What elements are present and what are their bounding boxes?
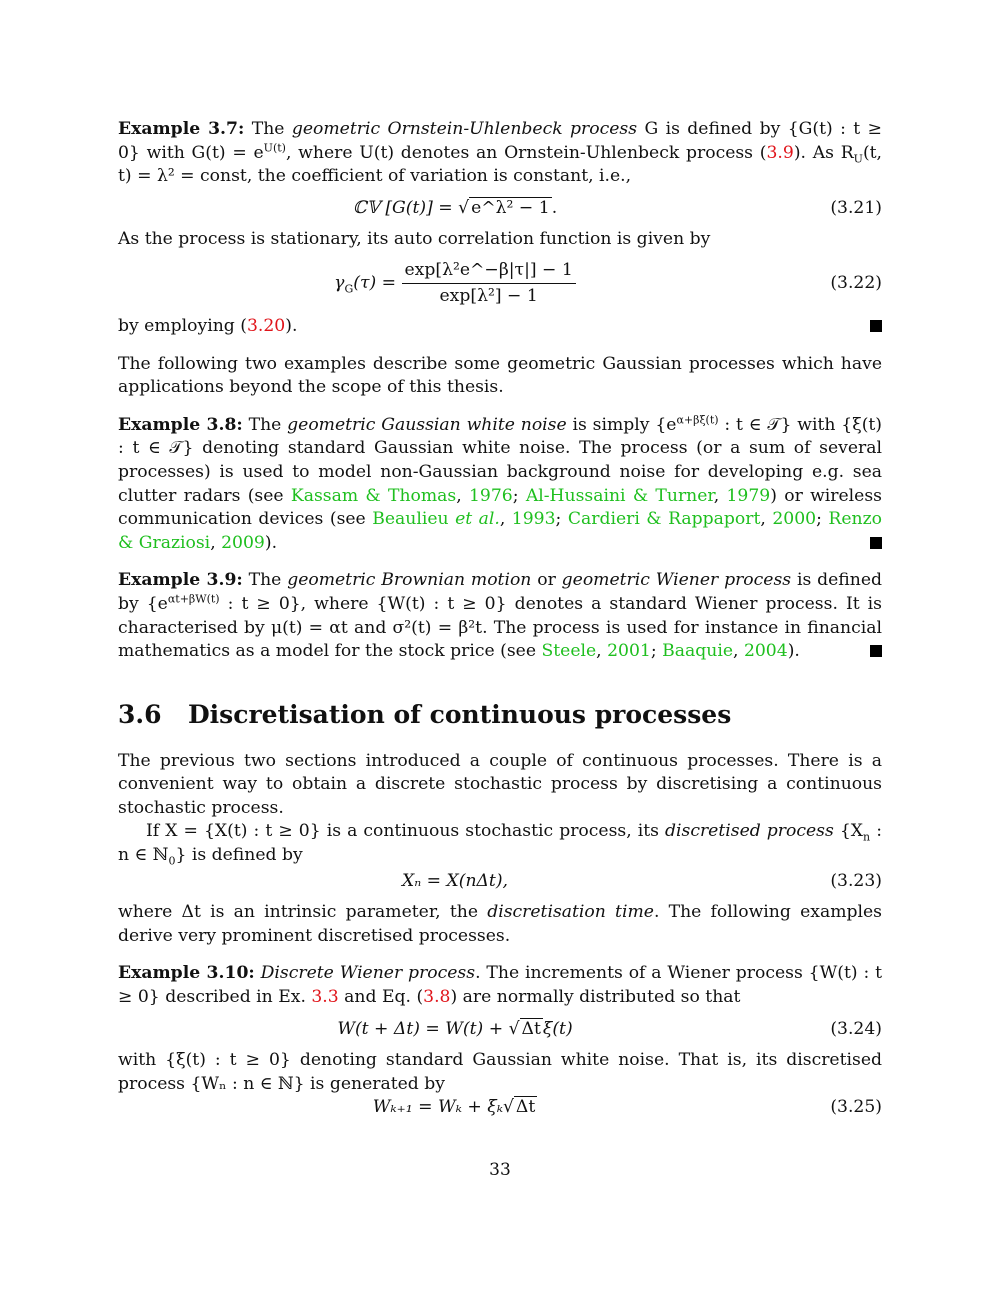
- eq-lhs-tail: (τ) =: [353, 272, 402, 293]
- page-content: [118, 118, 882, 1128]
- equation-number: (3.24): [830, 1018, 882, 1039]
- equation-ref[interactable]: 3.20: [246, 315, 286, 336]
- subscript: n: [863, 830, 871, 844]
- eq-lhs: W(t + Δt) = W(t) +: [337, 1018, 509, 1039]
- text: ).: [787, 641, 800, 662]
- section-number: 3.6: [118, 699, 162, 729]
- paragraph-stationary: As the process is stationary, its auto correlation function is given by: [118, 229, 711, 250]
- text: is defined by {e: [118, 570, 882, 614]
- text: is simply {e: [566, 414, 677, 435]
- eq-lhs: γ: [334, 272, 345, 293]
- subscript: U: [853, 152, 863, 166]
- equation-ref[interactable]: 3.9: [766, 142, 794, 163]
- equation-3-24: W(t + Δt) = W(t) + √ Δt ξ(t) (3.24): [118, 1018, 882, 1042]
- term: geometric Wiener process: [561, 570, 792, 591]
- example-label: Example 3.9:: [118, 570, 243, 591]
- example-3-8: Example 3.8: The geometric Gaussian white noise is simply {$e^{\alpha+\beta\xi(t)}$ : t ∈ 𝒯} with {ξ(t) : t ∈ 𝒯} denoting standard Gaussian white noise. The process (or a sum of several processes) is used to model non-Gaussian background noise for developing e.g. sea clutter radars (see Kassam & Thomas, 1976; Al-Hussaini & Turner, 1979) or wireless communication devices (see Beaulieu et al., 1993; Cardieri & Rappaport, 2000; Renzo & Graziosi, 2009).: [118, 413, 883, 553]
- citation-etal[interactable]: et al.: [455, 509, 500, 530]
- page-number: 33: [489, 1160, 511, 1180]
- equation-3-23: [118, 870, 882, 894]
- citation-link[interactable]: Beaulieu: [372, 509, 456, 530]
- text: where Δt is an intrinsic parameter, the: [118, 902, 488, 923]
- citation-year-link[interactable]: 1979: [726, 485, 771, 506]
- paragraph-with: with {ξ(t) : t ≥ 0} denoting standard Gaussian white noise. That is, its discretised process {Wₙ : n ∈ ℕ} is generated by: [118, 1050, 882, 1094]
- superscript: αt+βW(t): [167, 592, 220, 606]
- text: ).: [285, 315, 298, 336]
- citation-year-link[interactable]: 2001: [607, 641, 651, 662]
- citation-year-link[interactable]: 1993: [511, 509, 556, 530]
- paragraph-previous: The previous two sections introduced a couple of continuous processes. There is a convenient way to obtain a discrete stochastic process by discretising a continuous stochastic process.: [118, 750, 882, 818]
- paragraph-following: The following two examples describe some geometric Gaussian processes which have applications beyond the scope of this thesis.: [118, 353, 882, 398]
- text: If X = {X(t) : t ≥ 0} is a continuous stochastic process, its: [146, 821, 666, 842]
- equation-3-21: ℂ𝕍 [G(t)] = √ e^λ² − 1 . (3.21): [118, 197, 882, 221]
- equation-3-22: [118, 260, 882, 307]
- text: The: [242, 414, 288, 435]
- term: geometric Ornstein-Uhlenbeck process: [291, 119, 638, 139]
- section-heading: [118, 700, 882, 730]
- text: G is defined by {G(t) : t ≥ 0} with G(t) = e: [118, 119, 882, 163]
- text: ).: [264, 532, 278, 553]
- eq-lhs-sub: G: [344, 282, 354, 296]
- text: . The increments of a Wiener process {W(t) : t ≥ 0} described in Ex.: [118, 963, 883, 1008]
- citation-year-link[interactable]: 1976: [469, 485, 513, 506]
- superscript: U(t): [263, 140, 286, 154]
- text: {X: [833, 821, 864, 842]
- term: geometric Brownian motion: [287, 570, 532, 591]
- term: discretisation time: [487, 902, 654, 923]
- text: ). As R: [793, 142, 854, 163]
- eq-radicand: Δt: [521, 1018, 541, 1039]
- example-label: Example 3.7:: [118, 119, 245, 139]
- eq-tail: .: [551, 197, 558, 218]
- text: by employing (: [118, 315, 247, 336]
- equation-3-25: Wₖ₊₁ = Wₖ + ξₖ√ Δt (3.25): [118, 1096, 882, 1120]
- equation-number: (3.22): [830, 272, 882, 293]
- qed-square-icon: [870, 320, 882, 332]
- citation-link[interactable]: Kassam & Thomas: [290, 485, 457, 506]
- text: , where U(t) denotes an Ornstein-Uhlenbeck process (: [285, 142, 767, 163]
- example-ref[interactable]: 3.3: [311, 987, 339, 1008]
- eq-radicand: Δt: [515, 1097, 536, 1118]
- eq-radicand: e^λ² − 1: [471, 197, 550, 218]
- text: The: [251, 119, 292, 139]
- numerator: exp[λ²e^−β|τ|] − 1: [402, 260, 576, 284]
- superscript: α+βξ(t): [676, 413, 719, 427]
- text: or: [531, 570, 562, 591]
- citation-link[interactable]: Renzo & Graziosi: [118, 509, 882, 553]
- example-3-7: [118, 118, 882, 189]
- example-3-9: Example 3.9: The geometric Brownian motion or geometric Wiener process is defined by {$e^{\alpha t+\beta W(t)}$ : t ≥ 0}, where {W(t) : t ≥ 0} denotes a standard Wiener process. It is characterised by μ(t) = αt and σ²(t) = β²t. The process is used for instance in financial mathematics as a model for the stock price (see Steele, 2001; Baaquie, 2004).: [118, 570, 882, 662]
- citation-link[interactable]: Al-Hussaini & Turner: [525, 485, 714, 506]
- paragraph-employing: [118, 315, 882, 339]
- citation-link[interactable]: Baaquie: [662, 641, 733, 662]
- text: and Eq. (: [338, 987, 424, 1008]
- citation-year-link[interactable]: 2009: [221, 532, 265, 553]
- example-3-10: [118, 962, 882, 1009]
- text: ) or wireless communication devices (see: [118, 485, 882, 530]
- citation-link[interactable]: Cardieri & Rappaport: [567, 509, 761, 530]
- fraction: [402, 260, 576, 307]
- qed-square-icon: [870, 645, 882, 657]
- term: Discrete Wiener process: [254, 963, 476, 984]
- citation-link[interactable]: Steele: [541, 641, 597, 662]
- text: (t, t) = λ² = const, the coefficient of variation is constant, i.e.,: [118, 142, 883, 187]
- text: : t ∈ 𝒯} with {ξ(t) : t ∈ 𝒯} denoting standard Gaussian white noise. The process (or a sum of several processes) is used to model non-Gaussian background noise for developing e.g. sea clutter radars (see: [118, 414, 883, 506]
- example-label: Example 3.10:: [118, 963, 255, 984]
- qed-square-icon: [870, 537, 882, 549]
- example-label: Example 3.8:: [118, 414, 243, 435]
- denominator: exp[λ²] − 1: [439, 285, 538, 306]
- equation-number: (3.25): [830, 1097, 882, 1118]
- equation-number: (3.23): [830, 870, 882, 891]
- text: : t ≥ 0}, where {W(t) : t ≥ 0} denotes a standard Wiener process. It is characterised by μ(t) = αt and σ²(t) = β²t. The process is used for instance in financial mathematics as a model for the stock price (see: [118, 593, 882, 662]
- term: discretised process: [665, 821, 834, 842]
- eq-lhs: ℂ𝕍 [G(t)] =: [352, 197, 459, 218]
- eq-body: Xₙ = X(nΔt),: [401, 870, 509, 891]
- citation-year-link[interactable]: 2000: [772, 509, 817, 530]
- text: } is defined by: [175, 845, 303, 866]
- eq-lhs: Wₖ₊₁ = Wₖ + ξₖ: [372, 1097, 503, 1118]
- equation-ref[interactable]: 3.8: [423, 987, 451, 1008]
- section-title: Discretisation of continuous processes: [188, 699, 732, 729]
- text: ) are normally distributed so that: [450, 987, 741, 1008]
- eq-tail: ξ(t): [542, 1018, 573, 1039]
- citation-year-link[interactable]: 2004: [743, 641, 788, 662]
- text: . The following examples derive very prominent discretised processes.: [118, 902, 882, 946]
- term: geometric Gaussian white noise: [287, 414, 567, 435]
- equation-number: (3.21): [830, 197, 882, 218]
- paragraph-where: [118, 901, 882, 948]
- text: The: [242, 570, 288, 591]
- paragraph-if: [118, 820, 882, 867]
- text: : n ∈ ℕ: [118, 821, 882, 866]
- subscript: 0: [168, 854, 176, 868]
